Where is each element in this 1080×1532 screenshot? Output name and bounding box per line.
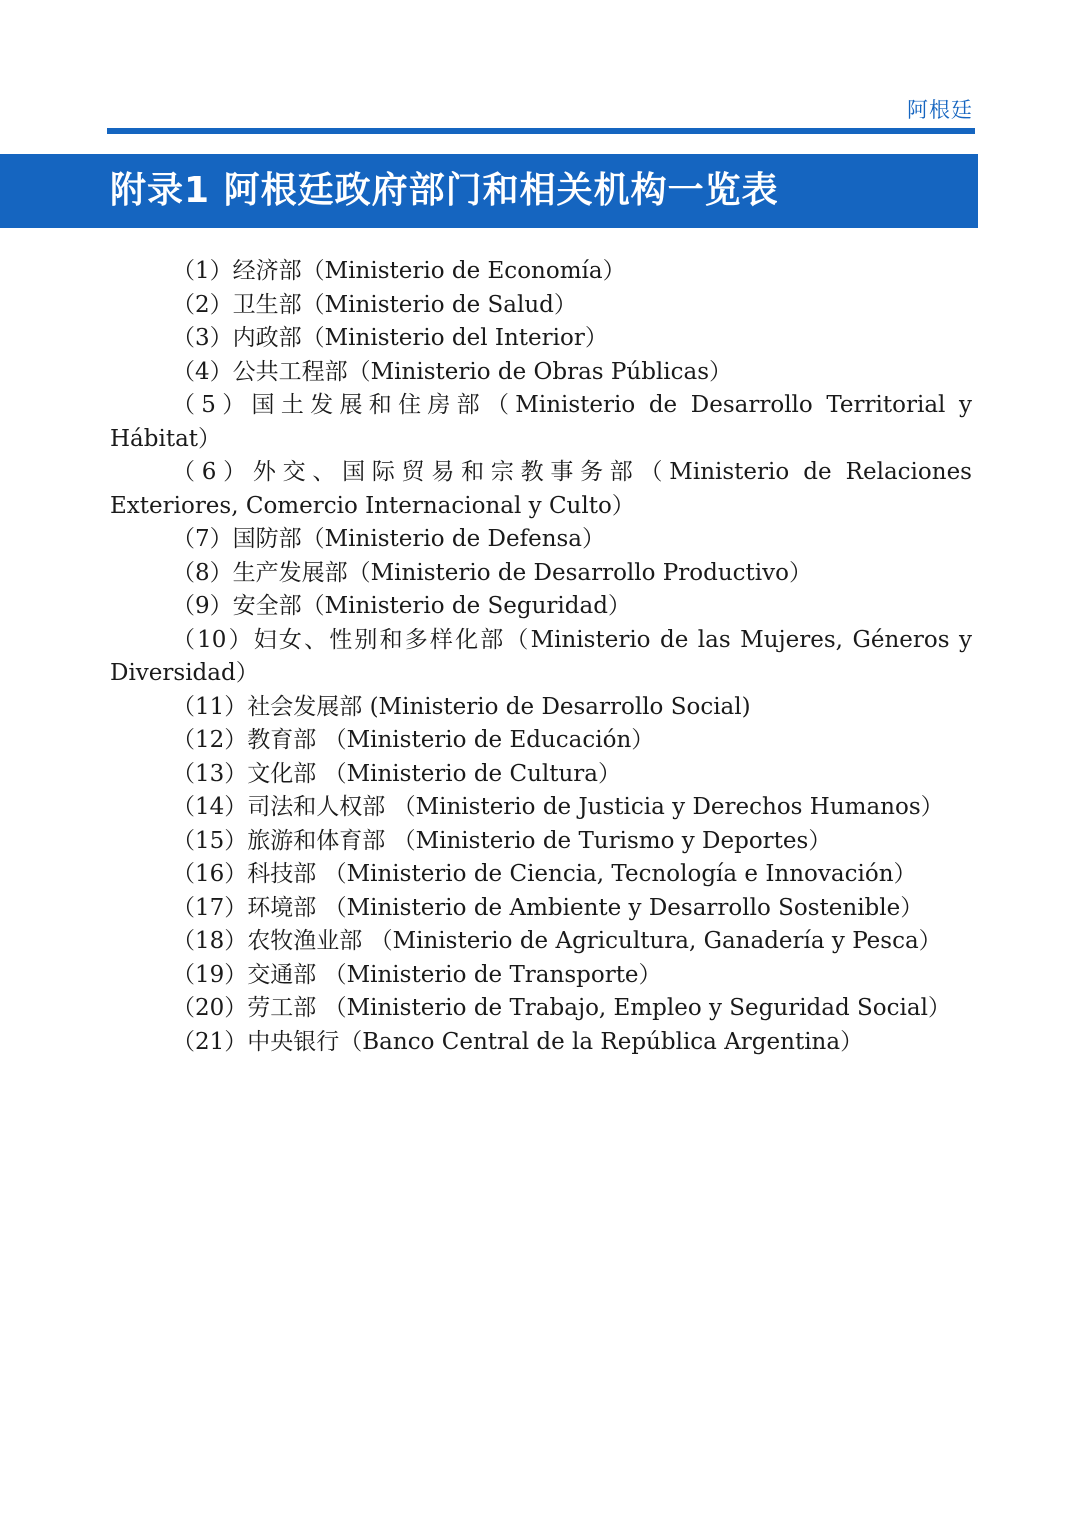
list-item: （17）环境部 （Ministerio de Ambiente y Desarrollo Sostenible）	[172, 894, 924, 921]
running-header: 阿根廷	[907, 98, 973, 122]
list-item: （8）生产发展部（Ministerio de Desarrollo Productivo）	[172, 559, 812, 586]
list-item: （9）安全部（Ministerio de Seguridad）	[172, 593, 631, 619]
list-item: （5）国土发展和住房部（Ministerio de Desarrollo Territorial y Hábitat）	[110, 392, 972, 452]
list-item: （4）公共工程部（Ministerio de Obras Públicas）	[172, 358, 733, 385]
list-item: （13）文化部 （Ministerio de Cultura）	[172, 760, 621, 787]
ministry-list	[110, 255, 972, 1059]
list-item: （10）妇女、性别和多样化部（Ministerio de las Mujeres, Géneros y Diversidad）	[110, 626, 972, 686]
list-item: （6）外交、国际贸易和宗教事务部（Ministerio de Relaciones Exteriores, Comercio Internacional y Culto）	[110, 459, 972, 519]
list-item: （3）内政部（Ministerio del Interior）	[172, 325, 608, 351]
header-rule	[107, 128, 975, 134]
list-item: （7）国防部（Ministerio de Defensa）	[172, 526, 606, 552]
page-title: 附录1 阿根廷政府部门和相关机构一览表	[110, 170, 779, 211]
list-item: （15）旅游和体育部 （Ministerio de Turismo y Deportes）	[172, 827, 832, 854]
list-item: （2）卫生部（Ministerio de Salud）	[172, 291, 577, 318]
list-item: （12）教育部 （Ministerio de Educación）	[172, 727, 655, 753]
list-item: （1）经济部（Ministerio de Economía）	[172, 258, 626, 284]
list-item: （14）司法和人权部 （Ministerio de Justicia y Derechos Humanos）	[172, 794, 944, 820]
list-item: （11）社会发展部 (Ministerio de Desarrollo Social)	[172, 693, 751, 720]
list-item: （21）中央银行（Banco Central de la República Argentina）	[172, 1028, 864, 1055]
list-item: （20）劳工部 （Ministerio de Trabajo, Empleo y Seguridad Social）	[172, 995, 951, 1021]
title-band	[0, 154, 978, 228]
list-item: （18）农牧渔业部 （Ministerio de Agricultura, Ganadería y Pesca）	[172, 928, 942, 954]
list-item: （19）交通部 （Ministerio de Transporte）	[172, 961, 662, 988]
list-item: （16）科技部 （Ministerio de Ciencia, Tecnología e Innovación）	[172, 861, 917, 887]
